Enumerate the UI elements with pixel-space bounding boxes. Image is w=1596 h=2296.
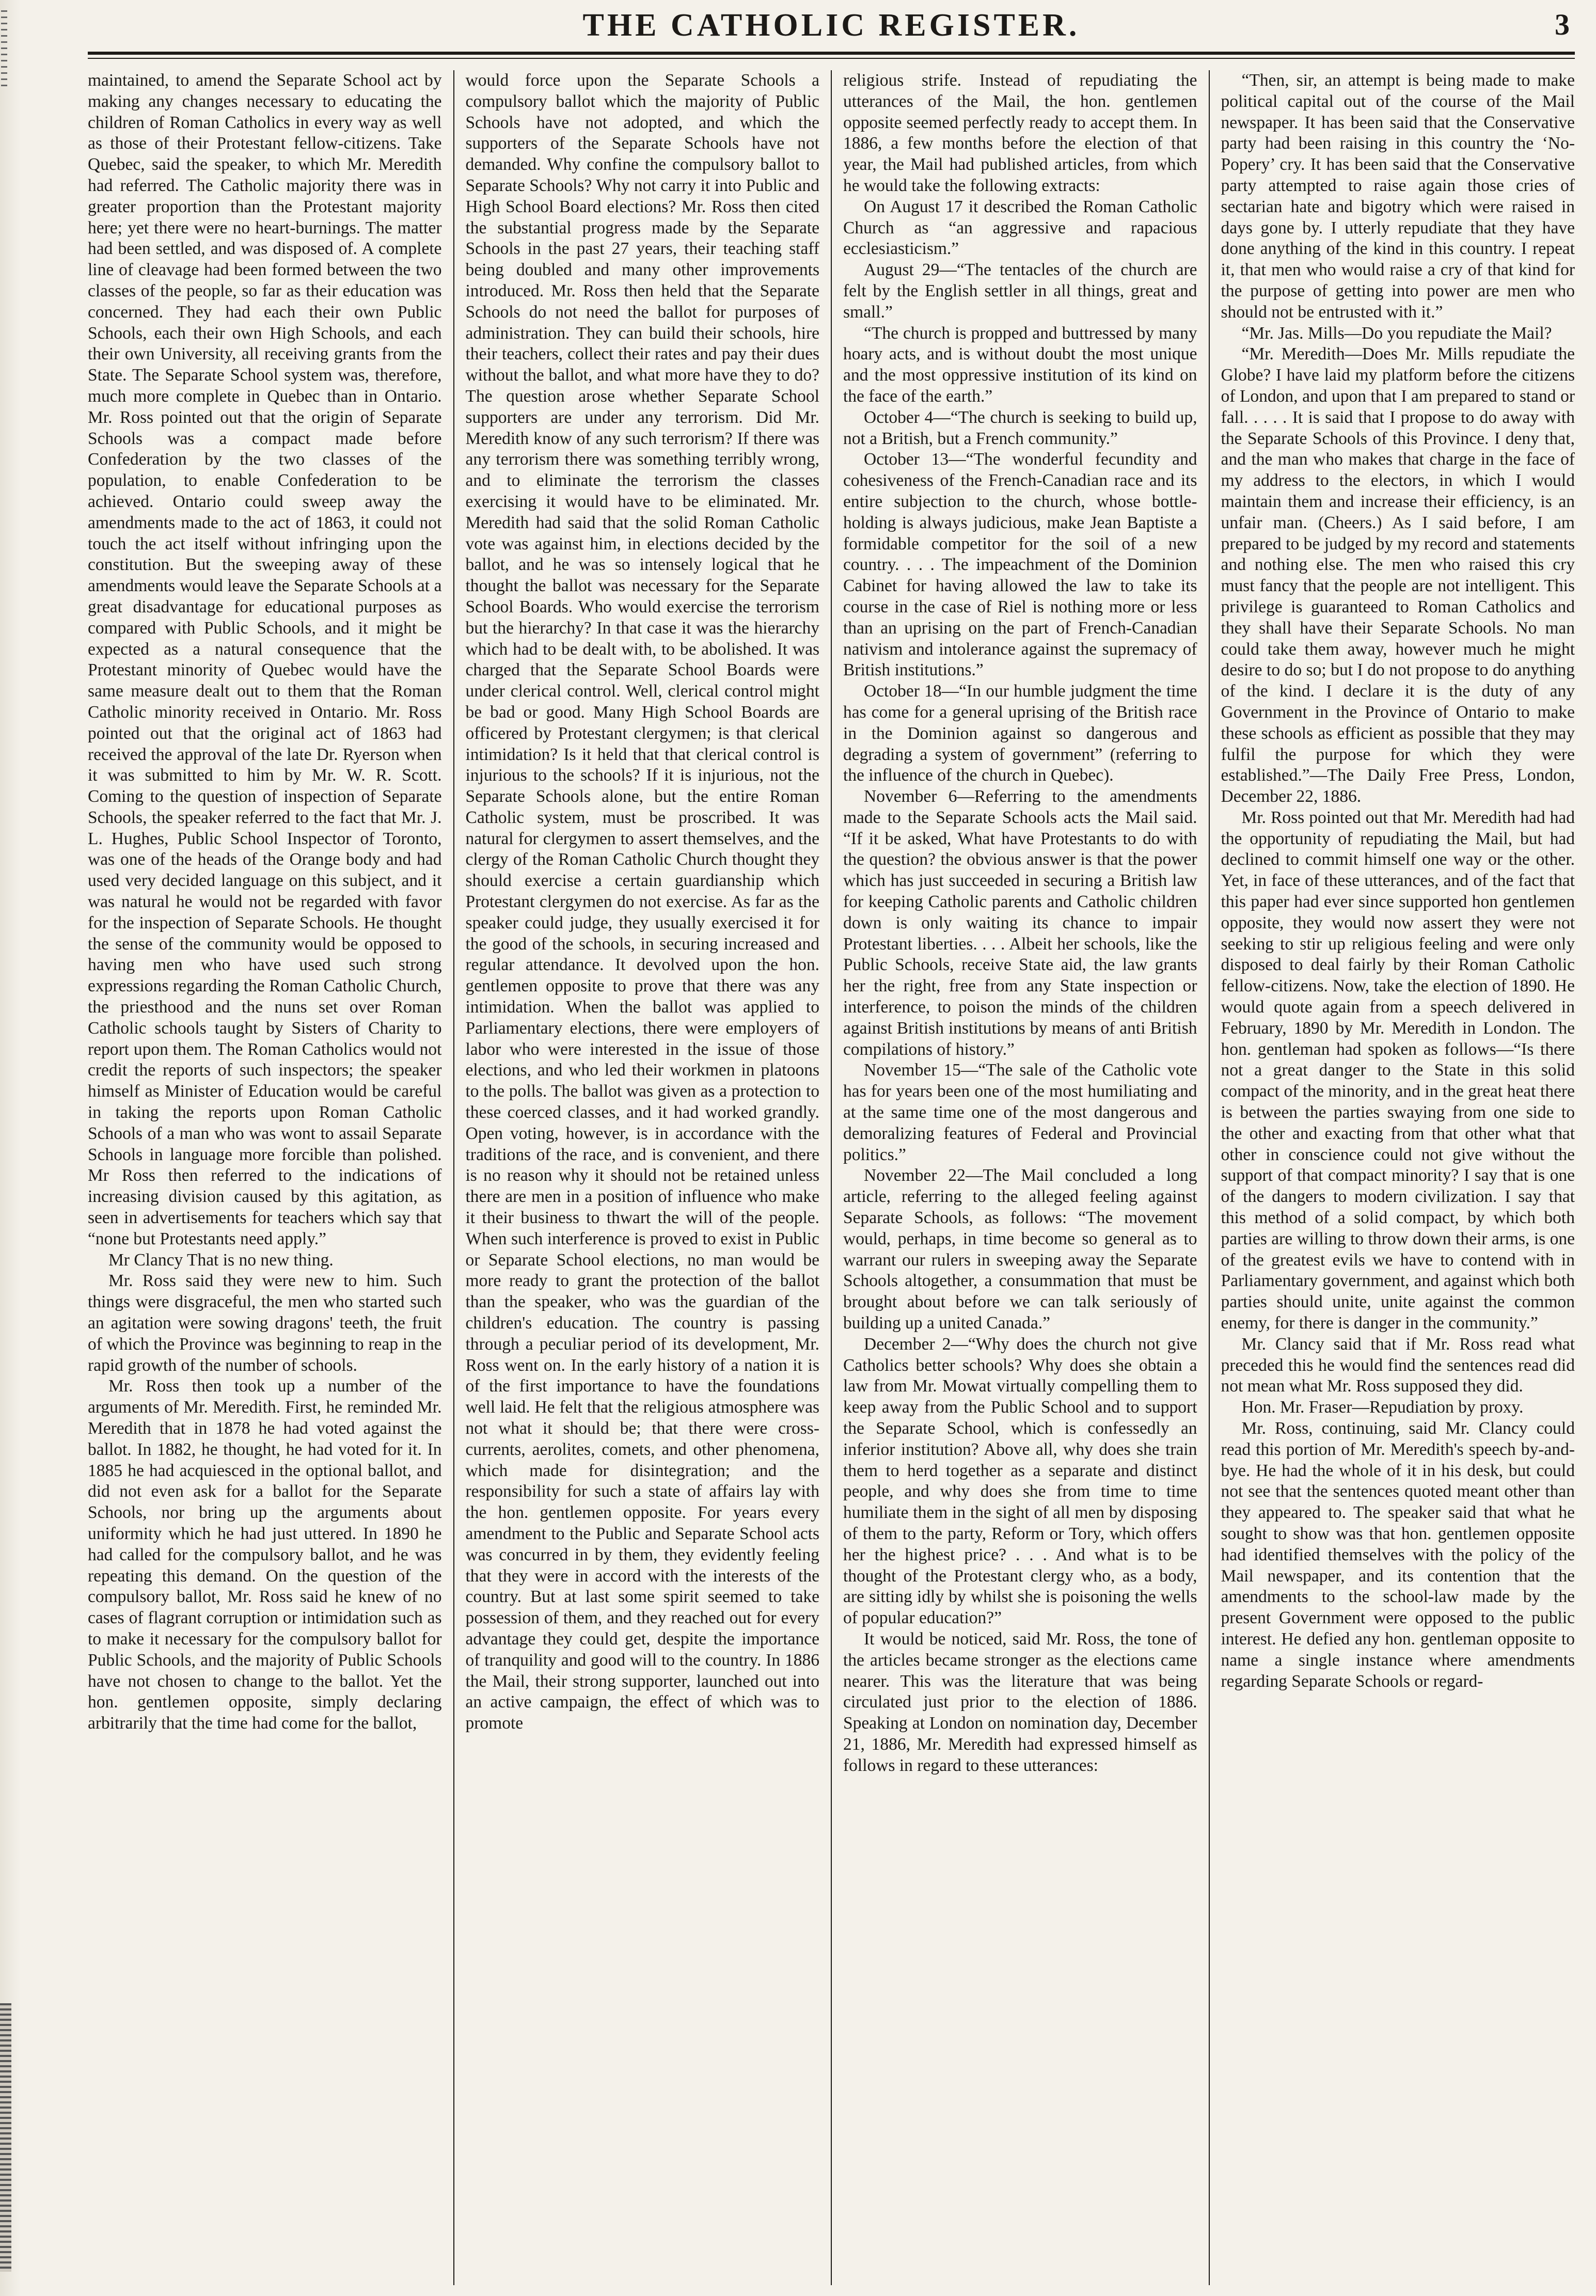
paragraph: November 6—Referring to the amendments made to the Separate Schools acts the Mail said. “If it be asked, What have Protestants to do with the question? the obvious answer is that the power which has just succeeded in securing a British law for keeping Catholic parents and Catholic children down is only waiting its chance to impair Protestant liberties. . . . Albeit her schools, like the Public Schools, receive State aid, the law grants her the right, free from any State inspection or interference, to poison the minds of the children against British institutions by means of anti British compilations of history.” (843, 787, 1197, 1059)
column-4 (1209, 70, 1575, 2285)
paragraph: October 18—“In our humble judgment the time has come for a general uprising of the British race in the Dominion against so dangerous and degrading a system of government” (referring to the influence of the church in Quebec). (843, 682, 1197, 785)
column-3 (831, 70, 1209, 2285)
paragraph: “Then, sir, an attempt is being made to make political capital out of the course of the Mail newspaper. It has been said that the Conservative party had been raising in this country the ‘No-Popery’ cry. It has been said that the Conservative party attempted to raise again those cries of sectarian hate and bigotry which were raised in days gone by. I utterly repudiate that they have done anything of the kind in this country. I repeat it, that men who would raise a cry of that kind for the purpose of getting into power are men who should not be entrusted with it.” (1221, 71, 1575, 322)
column-1 (88, 70, 453, 2285)
paragraph: “Mr. Jas. Mills—Do you repudiate the Mail? (1241, 323, 1552, 343)
paragraph: October 13—“The wonderful fecundity and cohesiveness of the French-Canadian race and its entire subjection to the church, whose bottle-holding is always judicious, make Jean Baptiste a formidable competitor for the soil of a new country. . . . The impeachment of the Dominion Cabinet for having allowed the law to take its course in the case of Riel is nothing more or less than an uprising on the part of French-Canadian nativism and intolerance against the supremacy of British institutions.” (843, 450, 1197, 680)
paragraph: “The church is propped and buttressed by many hoary acts, and is without doubt the most unique and the most oppressive institution of its kind on the face of the earth.” (843, 323, 1197, 406)
paragraph: Mr. Clancy said that if Mr. Ross read what preceded this he would find the sentences read did not mean what Mr. Ross supposed they did. (1221, 1334, 1575, 1396)
scan-margin-mark-bottom (0, 2003, 11, 2272)
paragraph: December 2—“Why does the church not give Catholics better schools? Why does she obtain a law from Mr. Mowat virtually compelling them to keep away from the Public School and to support the Separate School, which is confessedly an inferior institution? Above all, why does she train them to herd together as a separate and distinct people, and why does she from time to time humiliate them in the sight of all men by disposing of them to the party, Reform or Tory, which offers her the highest price? . . . And what is to be thought of the Protestant clergy who, as a body, are sitting idly by whilst she is poisoning the wells of popular education?” (843, 1334, 1197, 1628)
paragraph: “Mr. Meredith—Does Mr. Mills repudiate the Globe? I have laid my platform before the citizens of London, and upon that I am prepared to stand or fall. . . . . It is said that I propose to do away with the Separate Schools of this Province. I deny that, and the man who makes that charge in the face of my address to the electors, in which I would maintain them and increase their efficiency, is an unfair man. (Cheers.) As I said before, I am prepared to be judged by my record and statements and nothing else. The men who raised this cry must fancy that the people are not intelligent. This privilege is guaranteed to Roman Catholics and they shall have their Separate Schools. No man could take them away, however much he might desire to do so; but I do not propose to do anything of the kind. I declare it is the duty of any Government in the Province of Ontario to make these schools as efficient as possible that they may fulfil the purpose for which they were established.”—The Daily Free Press, London, December 22, 1886. (1221, 344, 1575, 806)
paragraph: Mr. Ross then took up a number of the arguments of Mr. Meredith. First, he reminded Mr. Meredith that in 1878 he had voted against the ballot. In 1882, he thought, he had voted for it. In 1885 he had acquiesced in the optional ballot, and did not even ask for a ballot for the Separate Schools, nor bring up the arguments about uniformity which he had just uttered. In 1890 he had called for the compulsory ballot, and he was repeating this demand. On the question of the compulsory ballot, Mr. Ross said he knew of no cases of flagrant corruption or intimidation such as to make it necessary for the compulsory ballot for Public Schools, and the majority of Public Schools have not chosen to change to the ballot. Yet the hon. gentlemen opposite, simply declaring arbitrarily that the time had come for the ballot, (88, 1376, 442, 1733)
scan-edge (0, 0, 21, 2296)
article-columns (88, 70, 1575, 2285)
page-number: 3 (1555, 8, 1570, 41)
paragraph: would force upon the Separate Schools a compulsory ballot which the majority of Public Schools have not adopted, and which the supporters of the Separate Schools have not demanded. Why confine the compulsory ballot to Separate Schools? Why not carry it into Public and High School Board elections? Mr. Ross then cited the substantial progress made by the Separate Schools in the past 27 years, their teaching staff being doubled and many other improvements introduced. Mr. Ross then held that the Separate Schools do not need the ballot for purposes of administration. They can build their schools, hire their teachers, collect their rates and pay their dues without the ballot, and what more have they to do? The question arose whether Separate School supporters are under any terrorism. Did Mr. Meredith know of any such terrorism? If there was any terrorism there was something terribly wrong, and to eliminate the terrorism the classes exercising it would have to be eliminated. Mr. Meredith had said that the solid Roman Catholic vote was against him, in elections decided by the ballot, and he was so intensely logical that he thought the ballot was necessary for the Separate School Boards. Who would exercise the terrorism but the hierarchy? In that case it was the hierarchy which had to be dealt with, to be abolished. It was charged that the Separate School Boards were under clerical control. Well, clerical control might be bad or good. Many High School Boards are officered by Protestant clergymen; is that clerical intimidation? Is it held that that clerical control is injurious to the schools? If it is injurious, not the Separate Schools alone, but the entire Roman Catholic system, must be proscribed. It was natural for clergymen to assert themselves, and the clergy of the Roman Catholic Church thought they should exercise a certain guardianship which Protestant clergymen do not exercise. As far as the speaker could judge, they usually exercised it for the good of the schools, in securing increased and regular attendance. It devolved upon the hon. gentlemen opposite to prove that there was any intimidation. When the ballot was applied to Parliamentary elections, there were employers of labor who were interested in the issue of those elections, and who led their workmen in platoons to the polls. The ballot was given as a protection to these coerced classes, and it had worked grandly. Open voting, however, is in accordance with the traditions of the race, and is convenient, and there is no reason why it should not be retained unless there are men in a position of influence who make it their business to thwart the will of the people. When such interference is proved to exist in Public or Separate School elections, no man would be more ready to grant the protection of the ballot than the speaker, who was the guardian of the children's education. The country is passing through a peculiar period of its development, Mr. Ross went on. In the early history of a nation it is of the first importance to have the foundations well laid. He felt that the religious atmosphere was not what it should be; that there were cross-currents, aerolites, comets, and other phenomena, which made for disintegration; and the responsibility for such a state of affairs lay with the hon. gentlemen opposite. For years every amendment to the Public and Separate School acts was concurred in by them, they evidently feeling that they were in accord with the interests of the country. But at last some spirit seemed to take possession of them, and they reached out for every advantage they could get, despite the importance of tranquility and good will to the country. In 1886 the Mail, their strong supporter, launched out into an active campaign, the effect of which was to promote (465, 71, 819, 1733)
paragraph: It would be noticed, said Mr. Ross, the tone of the articles became stronger as the elections came nearer. This was the literature that was being circulated just prior to the election of 1886. Speaking at London on nomination day, December 21, 1886, Mr. Meredith had expressed himself as follows in regard to these utterances: (843, 1629, 1197, 1775)
paragraph: Mr. Ross, continuing, said Mr. Clancy could read this portion of Mr. Meredith's speech by-and-bye. He had the whole of it in his desk, but could not see that the sentences quoted meant other than they appeared to. The speaker said that what he sought to show was that hon. gentlemen opposite had identified themselves with the policy of the Mail newspaper, and its contention that the amendments to the school-law made by the present Government were opposed to the public interest. He defied any hon. gentleman opposite to name a single instance where amendments regarding Separate Schools or regard- (1221, 1419, 1575, 1691)
paragraph: October 4—“The church is seeking to build up, not a British, but a French community.” (843, 407, 1197, 448)
paragraph: August 29—“The tentacles of the church are felt by the English settler in all things, great and small.” (843, 260, 1197, 322)
masthead-title: THE CATHOLIC REGISTER. (582, 8, 1080, 43)
column-2 (453, 70, 831, 2285)
paragraph: November 15—“The sale of the Catholic vote has for years been one of the most humiliating and at the same time one of the most dangerous and demoralizing features of Federal and Provincial politics.” (843, 1060, 1197, 1164)
page-header (88, 0, 1575, 66)
paragraph: Mr. Ross pointed out that Mr. Meredith had had the opportunity of repudiating the Mail, but had declined to commit himself one way or the other. Yet, in face of these utterances, and of the fact that this paper had ever since supported hon gentlemen opposite, they would now assert they were not seeking to stir up religious feeling and were only disposed to deal fairly by their Roman Catholic fellow-citizens. Now, take the election of 1890. He would quote again from a speech delivered in February, 1890 by Mr. Meredith in London. The hon. gentleman had spoken as follows—“Is there not a great danger to the State in this solid compact of the minority, and in the great heat there is between the parties swaying from one side to the other and exacting from that other what that other in conscience could not give without the support of that compact minority? I say that is one of the dangers to modern civilization. I say that this method of a solid compact, by which both parties are willing to throw down their arms, is one of the greatest evils we have to contend with in Parliamentary government, and against which both parties should unite, unite against the common enemy, for there is danger in the community.” (1221, 807, 1575, 1333)
paragraph: maintained, to amend the Separate School act by making any changes necessary to educating the children of Roman Catholics in every way as well as those of their Protestant fellow-citizens. Take Quebec, said the speaker, to which Mr. Meredith had referred. The Catholic majority there was in greater proportion than the Protestant majority here; yet there were no heart-burnings. The matter had been settled, and was disposed of. A complete line of cleavage had been formed between the two classes of the people, so far as their education was concerned. They had each their own Public Schools, each their own High Schools, and each their own University, all receiving grants from the State. The Separate School system was, therefore, much more complete in Quebec than in Ontario. Mr. Ross pointed out that the origin of Separate Schools was a compact made before Confederation by the two classes of the population, to enable Confederation to be achieved. Ontario could sweep away the amendments made to the act of 1863, it could not touch the act itself without infringing upon the constitution. But the sweeping away of these amendments would leave the Separate Schools at a great disadvantage for educational purposes as compared with Public Schools, and it might be expected as a natural consequence that the Protestant minority of Quebec would have the same measure dealt out to them that the Roman Catholic minority received in Ontario. Mr. Ross pointed out that the original act of 1863 had received the approval of the late Dr. Ryerson when it was submitted to him by Mr. W. R. Scott. Coming to the question of inspection of Separate Schools, the speaker referred to the fact that Mr. J. L. Hughes, Public School Inspector of Toronto, was one of the heads of the Orange body and had used very decided language on this subject, and it was natural he would not be regarded with favor for the inspection of Separate Schools. He thought the sense of the community would be opposed to having men who have used such strong expressions regarding the Roman Catholic Church, the priesthood and the nuns set over Roman Catholic schools taught by Sisters of Charity to report upon them. The Roman Catholics would not credit the reports of such inspectors; the speaker himself as Minister of Education would be careful in taking the reports upon Roman Catholic Schools of a man who was wont to assail Separate Schools in language more forcible than polished. Mr Ross then referred to the indications of increasing division caused by this agitation, as seen in advertisements for teachers which say that “none but Protestants need apply.” (88, 71, 442, 1248)
paragraph: religious strife. Instead of repudiating the utterances of the Mail, the hon. gentlemen opposite seemed perfectly ready to accept them. In 1886, a few months before the election of that year, the Mail had published articles, from which he would take the following extracts: (843, 71, 1197, 195)
paragraph: Hon. Mr. Fraser—Repudiation by proxy. (1241, 1398, 1524, 1417)
header-rule-thick (88, 52, 1575, 55)
paragraph: Mr Clancy That is no new thing. (108, 1250, 334, 1270)
paragraph: Mr. Ross said they were new to him. Such things were disgraceful, the men who started such an agitation were sowing dragons' teeth, the fruit of which the Province was beginning to reap in the rapid growth of the number of schools. (88, 1271, 442, 1375)
header-rule-thin (88, 58, 1575, 59)
scan-margin-mark-top (1, 10, 7, 88)
paragraph: On August 17 it described the Roman Catholic Church as “an aggressive and rapacious ecclesiasticism.” (843, 197, 1197, 259)
paragraph: November 22—The Mail concluded a long article, referring to the alleged feeling against Separate Schools, as follows: “The movement would, perhaps, in time become so general as to warrant our rulers in sweeping away the Separate Schools altogether, a consummation that must be brought about before we can talk seriously of building up a united Canada.” (843, 1166, 1197, 1333)
